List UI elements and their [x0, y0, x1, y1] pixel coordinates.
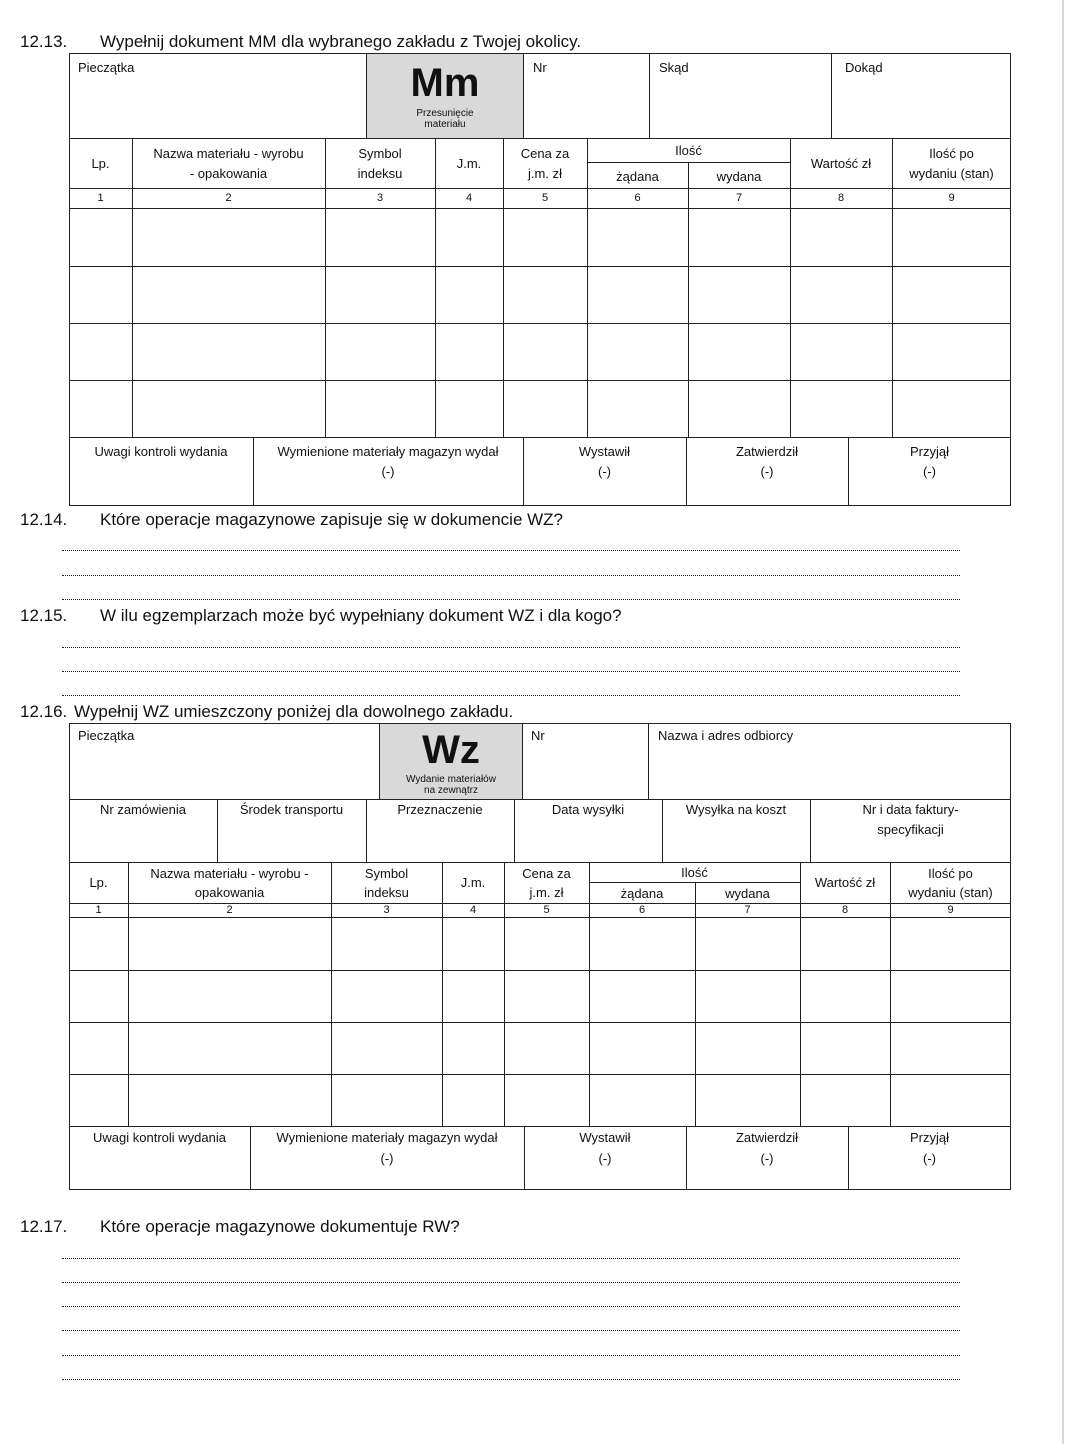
mm-footer-received-sign: (-)	[923, 464, 936, 479]
wz-colnum: 4	[469, 904, 477, 916]
wz-footer-received-sign: (-)	[923, 1151, 936, 1166]
wz-code-box	[380, 724, 522, 799]
mm-footer-notes: Uwagi kontroli wydania	[94, 444, 228, 459]
wz-col-symbol-2: indeksu	[364, 885, 409, 900]
answer-line[interactable]	[62, 1306, 960, 1307]
mm-col-price-1: Cena za	[520, 146, 570, 161]
wz-col-jm: J.m.	[460, 875, 486, 890]
question-text: W ilu egzemplarzach może być wypełniany dokument WZ i dla kogo?	[100, 606, 622, 625]
mm-code-box	[367, 54, 523, 138]
mm-col-jm: J.m.	[456, 156, 482, 171]
wz-colnum: 6	[638, 904, 646, 916]
wz-recipient-label: Nazwa i adres odbiorcy	[658, 728, 794, 743]
question-number: 12.15.	[20, 606, 68, 625]
wz-colnum: 7	[744, 904, 751, 916]
answer-line[interactable]	[62, 1355, 960, 1356]
mm-colnum: 5	[541, 192, 549, 204]
wz-col-issued: wydana	[725, 886, 770, 901]
wz-table-row[interactable]	[70, 1075, 1010, 1126]
page-edge	[1062, 0, 1064, 1444]
wz-col-requested: żądana	[620, 886, 664, 901]
mm-col-name-1: Nazwa materiału - wyrobu	[153, 146, 304, 161]
answer-line[interactable]	[62, 1330, 960, 1331]
wz-col-symbol-1: Symbol	[364, 866, 409, 881]
wz-purpose: Przeznaczenie	[397, 802, 483, 817]
question-12-14	[20, 510, 720, 532]
wz-code-sub1: Wydanie materiałów	[406, 774, 496, 785]
question-number: 12.13.	[20, 32, 68, 51]
wz-colnum: 3	[383, 904, 390, 916]
question-12-16	[20, 702, 720, 724]
answer-line[interactable]	[62, 1258, 960, 1259]
wz-transport: Środek transportu	[239, 802, 344, 817]
wz-footer-created-sign: (-)	[598, 1151, 612, 1166]
mm-colnum: 1	[97, 192, 104, 204]
wz-col-name-1: Nazwa materiału - wyrobu -	[150, 866, 309, 881]
wz-col-after-1: Ilość po	[928, 866, 973, 881]
answer-line[interactable]	[62, 550, 960, 551]
wz-col-lp: Lp.	[89, 875, 108, 890]
mm-footer-received: Przyjął	[909, 444, 949, 459]
mm-colnum: 9	[948, 192, 955, 204]
wz-footer-approved-sign: (-)	[760, 1151, 774, 1166]
wz-col-price-2: j.m. zł	[529, 885, 564, 900]
mm-table-row[interactable]	[70, 324, 1010, 379]
wz-invoice-1: Nr i data faktury-	[862, 802, 959, 817]
mm-footer-created-sign: (-)	[598, 464, 611, 479]
wz-footer-received: Przyjął	[909, 1130, 949, 1145]
wz-order-no: Nr zamówienia	[100, 802, 186, 817]
mm-colnum: 3	[376, 192, 384, 204]
mm-nr-label: Nr	[533, 60, 547, 75]
mm-colnum: 8	[837, 192, 845, 204]
question-text: Wypełnij WZ umieszczony poniżej dla dowolnego zakładu.	[74, 702, 514, 721]
mm-table-row[interactable]	[70, 381, 1010, 437]
question-text: Wypełnij dokument MM dla wybranego zakładu z Twojej okolicy.	[100, 32, 582, 51]
mm-col-qty: Ilość	[675, 143, 702, 158]
answer-line[interactable]	[62, 647, 960, 648]
wz-footer-created: Wystawił	[579, 1130, 631, 1145]
question-text: Które operacje magazynowe zapisuje się w dokumencie WZ?	[100, 510, 564, 529]
mm-footer-approved-sign: (-)	[760, 464, 774, 479]
wz-table-row[interactable]	[70, 971, 1010, 1021]
wz-code: Wz	[422, 728, 480, 772]
mm-table-row[interactable]	[70, 209, 1010, 265]
mm-code-sub1: Przesunięcie	[416, 108, 474, 119]
wz-colnum: 5	[543, 904, 550, 916]
wz-col-price-1: Cena za	[522, 866, 571, 881]
wz-col-after-2: wydaniu (stan)	[908, 885, 993, 900]
question-number: 12.16.	[20, 702, 68, 721]
mm-footer-issued-sign: (-)	[381, 464, 395, 479]
answer-line[interactable]	[62, 599, 960, 600]
answer-line[interactable]	[62, 695, 960, 696]
wz-code-sub2: na zewnątrz	[424, 785, 478, 796]
mm-col-symbol-1: Symbol	[358, 146, 402, 161]
wz-invoice-2: specyfikacji	[877, 822, 944, 837]
mm-colnum: 6	[634, 192, 641, 204]
mm-col-requested: żądana	[616, 169, 659, 184]
mm-col-after-2: wydaniu (stan)	[909, 166, 994, 181]
mm-stamp-label: Pieczątka	[78, 60, 135, 75]
wz-footer-issued-sign: (-)	[380, 1151, 394, 1166]
question-12-17	[20, 1217, 720, 1239]
wz-footer-approved: Zatwierdził	[735, 1130, 799, 1145]
mm-col-issued: wydana	[716, 169, 762, 184]
wz-table-row[interactable]	[70, 1023, 1010, 1073]
mm-colnum: 2	[225, 192, 232, 204]
wz-footer-notes: Uwagi kontroli wydania	[93, 1130, 226, 1145]
mm-footer-issued-by: Wymienione materiały magazyn wydał	[277, 444, 499, 459]
mm-colnum: 7	[735, 192, 743, 204]
wz-ship-cost: Wysyłka na koszt	[685, 802, 787, 817]
answer-line[interactable]	[62, 671, 960, 672]
mm-to-label: Dokąd	[845, 60, 883, 75]
wz-colnum: 2	[226, 904, 233, 916]
wz-col-name-2: opakowania	[194, 885, 265, 900]
question-number: 12.14.	[20, 510, 68, 529]
mm-code: Mm	[410, 61, 480, 105]
question-12-13	[20, 32, 720, 54]
question-12-15	[20, 606, 720, 628]
mm-col-lp: Lp.	[91, 156, 110, 171]
wz-ship-date: Data wysyłki	[551, 802, 625, 817]
mm-col-name-2: - opakowania	[189, 166, 268, 181]
wz-footer-issued-by: Wymienione materiały magazyn wydał	[276, 1130, 498, 1145]
mm-from-label: Skąd	[659, 60, 689, 75]
mm-code-sub2: materiału	[424, 119, 466, 130]
wz-colnum: 1	[95, 904, 102, 916]
answer-line[interactable]	[62, 1282, 960, 1283]
wz-colnum: 8	[841, 904, 849, 916]
mm-col-after-1: Ilość po	[929, 146, 974, 161]
question-number: 12.17.	[20, 1217, 68, 1236]
mm-col-symbol-2: indeksu	[357, 166, 403, 181]
wz-nr-label: Nr	[531, 728, 545, 743]
wz-table-row[interactable]	[70, 918, 1010, 969]
wz-col-value: Wartość zł	[814, 875, 876, 890]
mm-col-value: Wartość zł	[810, 156, 872, 171]
wz-colnum: 9	[947, 904, 954, 916]
wz-col-qty: Ilość	[681, 865, 708, 880]
mm-table-row[interactable]	[70, 267, 1010, 322]
answer-line[interactable]	[62, 1379, 960, 1380]
mm-footer-approved: Zatwierdził	[735, 444, 799, 459]
question-text: Które operacje magazynowe dokumentuje RW?	[100, 1217, 460, 1236]
mm-col-price-2: j.m. zł	[528, 166, 562, 181]
answer-line[interactable]	[62, 575, 960, 576]
wz-stamp-label: Pieczątka	[78, 728, 135, 743]
mm-colnum: 4	[465, 192, 473, 204]
mm-footer-created: Wystawił	[578, 444, 631, 459]
